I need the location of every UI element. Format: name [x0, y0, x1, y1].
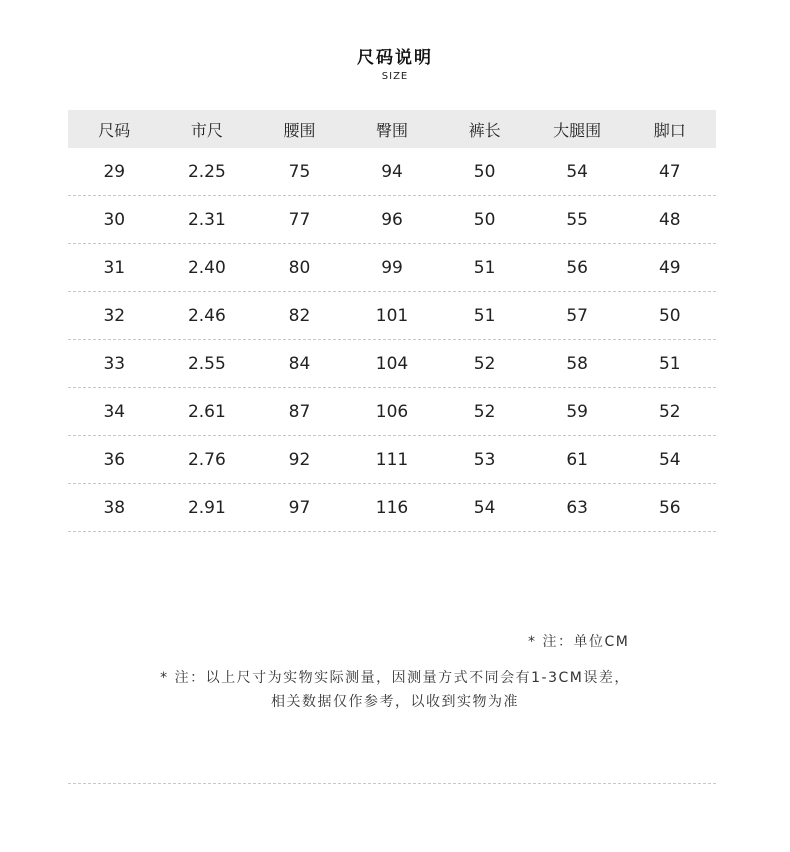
table-cell: 94	[381, 161, 403, 182]
table-cell: 55	[566, 209, 588, 230]
table-cell: 52	[473, 401, 496, 422]
table-cell: 84	[288, 353, 311, 374]
header-cell-shichi: 市尺	[190, 120, 223, 140]
header-cell-thigh: 大腿围	[553, 120, 602, 140]
table-cell: 99	[381, 257, 403, 278]
header-cell-length: 裤长	[468, 120, 501, 140]
table-cell: 58	[566, 353, 588, 374]
table-cell: 29	[103, 161, 126, 182]
table-row	[68, 244, 716, 292]
table-cell: 53	[473, 449, 496, 470]
header-cell-hip: 臀围	[376, 120, 409, 140]
table-row	[68, 292, 716, 340]
table-cell: 106	[375, 401, 409, 422]
page-title: 尺码说明	[357, 48, 433, 68]
table-cell: 96	[381, 209, 403, 230]
table-row	[68, 484, 716, 532]
table-cell: 2.61	[187, 401, 226, 422]
table-cell: 2.91	[187, 497, 226, 518]
unit-note: * 注：单位CM	[528, 634, 630, 650]
table-cell: 52	[473, 353, 496, 374]
table-cell: 33	[103, 353, 126, 374]
table-row	[68, 148, 716, 196]
header-cell-size: 尺码	[98, 120, 131, 140]
table-cell: 2.40	[187, 257, 226, 278]
table-cell: 54	[473, 497, 496, 518]
table-cell: 52	[658, 401, 681, 422]
table-row	[68, 436, 716, 484]
header-cell-leg-opening: 脚口	[653, 120, 686, 140]
table-cell: 51	[658, 353, 681, 374]
table-cell: 87	[288, 401, 311, 422]
table-cell: 92	[288, 449, 311, 470]
page-subtitle: SIZE	[381, 71, 409, 82]
table-cell: 50	[658, 305, 681, 326]
disclaimer-line-2: 相关数据仅作参考，以收到实物为准	[271, 694, 519, 710]
table-cell: 2.76	[187, 449, 226, 470]
table-cell: 2.55	[187, 353, 226, 374]
disclaimer-line-1: * 注：以上尺寸为实物实际测量，因测量方式不同会有1-3CM误差，	[160, 670, 630, 686]
bottom-divider	[68, 783, 716, 784]
header-cell-waist: 腰围	[283, 120, 316, 140]
table-header	[68, 110, 716, 148]
table-cell: 54	[658, 449, 681, 470]
table-cell: 54	[566, 161, 588, 182]
table-cell: 57	[566, 305, 588, 326]
table-cell: 50	[473, 161, 496, 182]
table-cell: 75	[288, 161, 311, 182]
table-cell: 59	[566, 401, 588, 422]
size-table	[68, 110, 716, 532]
table-cell: 32	[103, 305, 126, 326]
measurement-disclaimer	[0, 666, 790, 714]
table-cell: 51	[473, 305, 496, 326]
table-cell: 30	[103, 209, 126, 230]
table-cell: 38	[103, 497, 126, 518]
table-cell: 63	[566, 497, 588, 518]
table-row	[68, 196, 716, 244]
table-cell: 56	[566, 257, 588, 278]
table-cell: 97	[288, 497, 311, 518]
table-cell: 2.46	[187, 305, 226, 326]
table-cell: 36	[103, 449, 126, 470]
table-cell: 104	[375, 353, 409, 374]
table-cell: 31	[103, 257, 126, 278]
table-row	[68, 340, 716, 388]
table-cell: 50	[473, 209, 496, 230]
table-cell: 48	[658, 209, 681, 230]
table-cell: 2.31	[187, 209, 226, 230]
table-cell: 77	[288, 209, 311, 230]
table-cell: 80	[288, 257, 311, 278]
table-cell: 111	[375, 449, 409, 470]
table-cell: 49	[658, 257, 681, 278]
table-cell: 61	[566, 449, 588, 470]
table-cell: 34	[103, 401, 126, 422]
table-cell: 101	[375, 305, 409, 326]
table-cell: 47	[658, 161, 681, 182]
table-cell: 51	[473, 257, 496, 278]
table-cell: 116	[375, 497, 409, 518]
table-cell: 82	[288, 305, 311, 326]
table-row	[68, 388, 716, 436]
table-cell: 2.25	[187, 161, 226, 182]
table-cell: 56	[658, 497, 681, 518]
